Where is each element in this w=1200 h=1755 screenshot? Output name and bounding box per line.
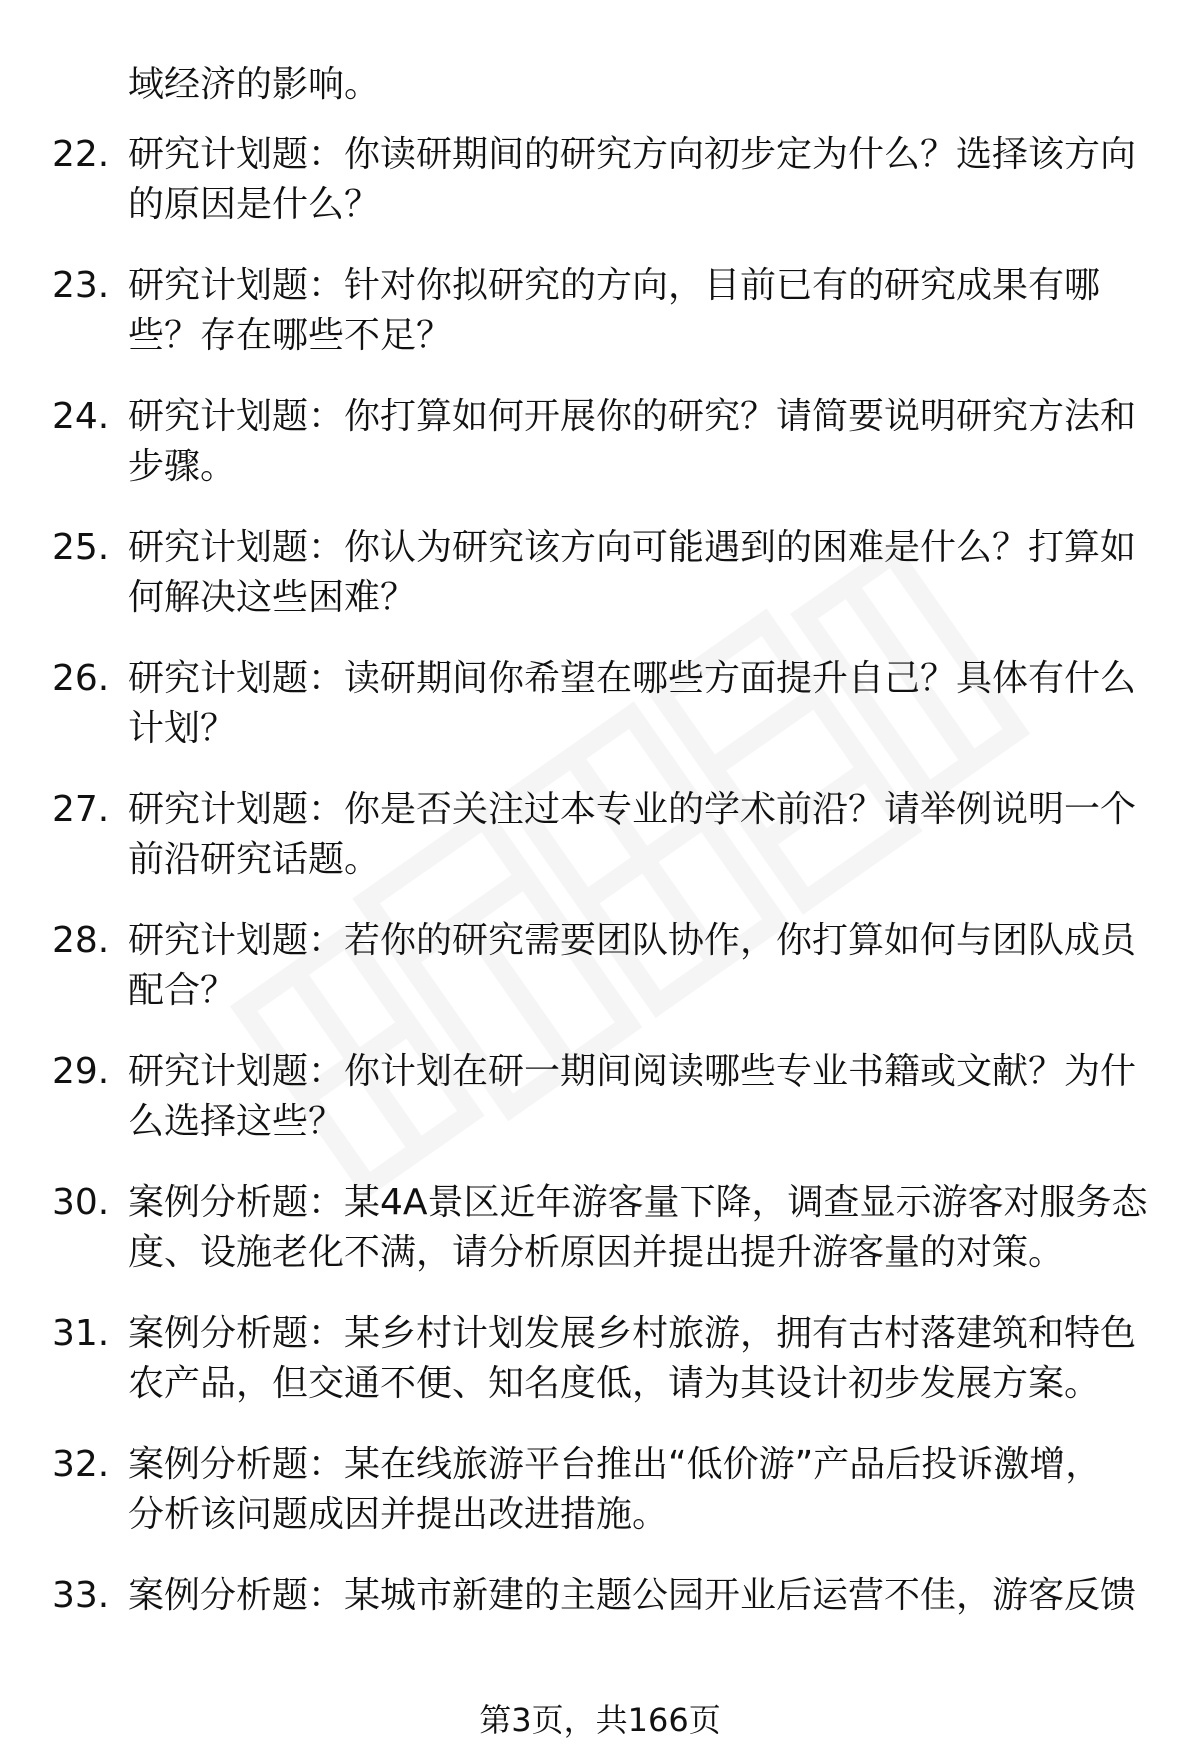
page-footer: 第3页，共166页 [479, 1701, 721, 1739]
item-text [128, 523, 1148, 623]
list-item [52, 1047, 1152, 1147]
item-text [128, 1047, 1148, 1147]
item-number: 25. [52, 527, 110, 568]
item-line: 前沿研究话题。 [128, 839, 381, 880]
item-text [128, 916, 1148, 1016]
list-item [52, 1309, 1152, 1409]
item-text [128, 1178, 1148, 1278]
item-line: 研究计划题：若你的研究需要团队协作，你打算如何与团队成员 [128, 920, 1137, 961]
item-line: 研究计划题：你读研期间的研究方向初步定为什么？选择该方向 [128, 134, 1137, 175]
item-number: 29. [52, 1051, 110, 1092]
item-text [128, 392, 1148, 492]
item-line: 研究计划题：你打算如何开展你的研究？请简要说明研究方法和 [128, 396, 1137, 437]
list-item [52, 1178, 1152, 1278]
list-item [52, 392, 1152, 492]
item-number: 23. [52, 265, 110, 306]
item-line: 配合？ [128, 970, 237, 1011]
item-text [128, 1571, 1148, 1621]
item-line: 研究计划题：你是否关注过本专业的学术前沿？请举例说明一个 [128, 789, 1137, 830]
item-number: 24. [52, 396, 110, 437]
item-number: 26. [52, 658, 110, 699]
item-text [128, 130, 1148, 230]
item-line: 计划？ [128, 708, 237, 749]
list-item [52, 1571, 1152, 1621]
item-line: 研究计划题：你认为研究该方向可能遇到的困难是什么？打算如 [128, 527, 1137, 568]
item-text [128, 261, 1148, 361]
list-item [52, 261, 1152, 361]
list-item [52, 130, 1152, 230]
item-number: 32. [52, 1444, 110, 1485]
item-line: 度、设施老化不满，请分析原因并提出提升游客量的对策。 [128, 1232, 1065, 1273]
item-line: 研究计划题：你计划在研一期间阅读哪些专业书籍或文献？为什 [128, 1051, 1137, 1092]
list-item [52, 523, 1152, 623]
item-line: 农产品，但交通不便、知名度低，请为其设计初步发展方案。 [128, 1363, 1101, 1404]
item-number: 31. [52, 1313, 110, 1354]
item-number: 28. [52, 920, 110, 961]
item-line: 么选择这些？ [128, 1101, 345, 1142]
item-line: 的原因是什么？ [128, 184, 381, 225]
item-text [128, 1309, 1148, 1409]
item-text [128, 1440, 1148, 1540]
item-line: 案例分析题：某乡村计划发展乡村旅游，拥有古村落建筑和特色 [128, 1313, 1137, 1354]
item-number: 30. [52, 1182, 110, 1223]
item-line: 些？存在哪些不足？ [128, 315, 453, 356]
item-line: 案例分析题：某4A景区近年游客量下降，调查显示游客对服务态 [128, 1182, 1148, 1223]
item-line: 研究计划题：针对你拟研究的方向，目前已有的研究成果有哪 [128, 265, 1101, 306]
item-line: 案例分析题：某在线旅游平台推出“低价游”产品后投诉激增， [128, 1444, 1102, 1485]
item-number: 27. [52, 789, 110, 830]
list-item [52, 785, 1152, 885]
list-item [52, 654, 1152, 754]
item-line: 步骤。 [128, 446, 237, 487]
item-line: 何解决这些困难？ [128, 577, 417, 618]
item-text [128, 785, 1148, 885]
item-line: 案例分析题：某城市新建的主题公园开业后运营不佳，游客反馈 [128, 1575, 1137, 1616]
item-text [128, 654, 1148, 754]
item-line: 研究计划题：读研期间你希望在哪些方面提升自己？具体有什么 [128, 658, 1137, 699]
item-line: 分析该问题成因并提出改进措施。 [128, 1494, 669, 1535]
item-number: 33. [52, 1575, 110, 1616]
list-item [52, 916, 1152, 1016]
list-item [52, 1440, 1152, 1540]
item-number: 22. [52, 134, 110, 175]
question-list [52, 60, 1152, 1652]
continuation-text: 域经济的影响。 [128, 64, 381, 105]
